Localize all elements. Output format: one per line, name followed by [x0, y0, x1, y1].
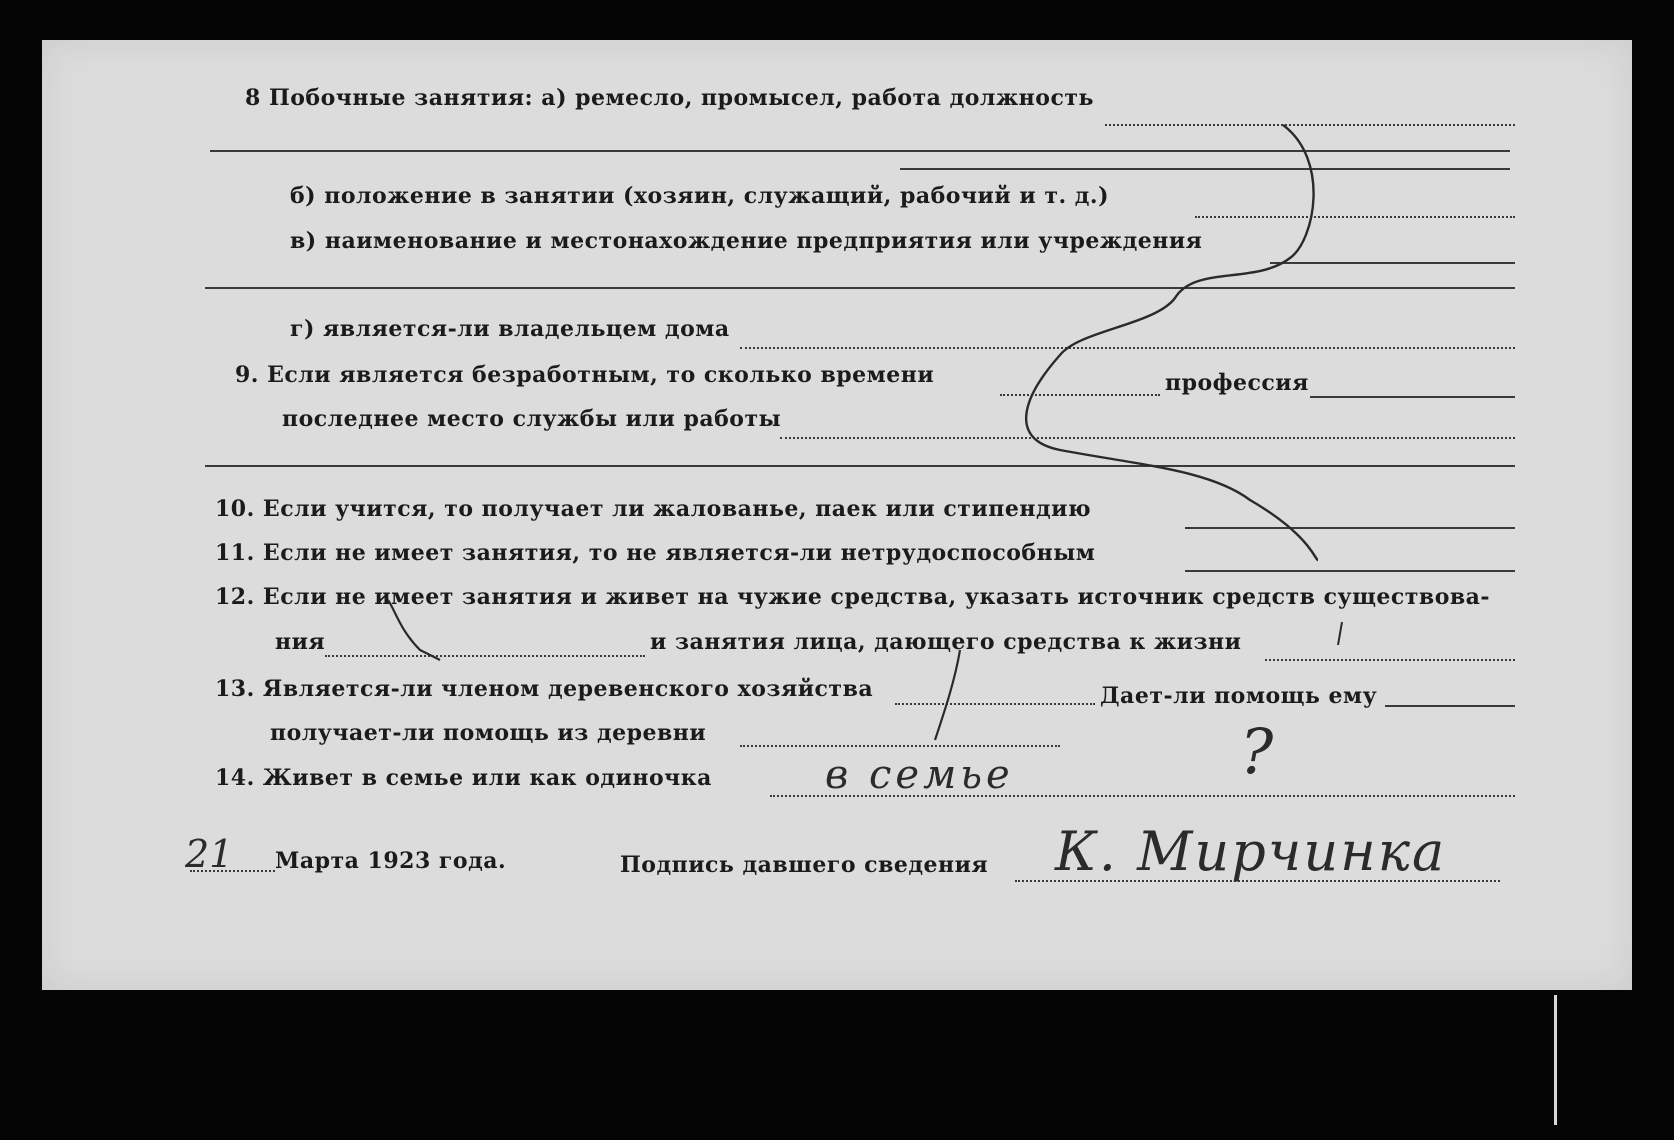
q9-line2-label: последнее место службы или работы — [282, 406, 782, 432]
q12-line1-label: 12. Если не имеет занятия и живет на чужие средства, указать источник средств существова- — [215, 584, 1491, 610]
q11-label: 11. Если не имеет занятия, то не является-ли нетрудоспособным — [215, 540, 1096, 566]
date-month-year: Марта 1923 года. — [275, 848, 507, 874]
q12-check-stroke — [388, 600, 440, 660]
handwritten-question-mark: ? — [1240, 715, 1274, 788]
q8-b-label: б) положение в занятии (хозяин, служащий, рабочий и т. д.) — [290, 183, 1110, 209]
q8-v-label: в) наименование и местонахождение предприятия или учреждения — [290, 228, 1203, 254]
q13-slash-stroke — [935, 650, 960, 740]
q14-label: 14. Живет в семье или как одиночка — [215, 765, 712, 791]
q8-g-label: г) является-ли владельцем дома — [290, 316, 730, 342]
q12-line2b-label: и занятия лица, дающего средства к жизни — [650, 629, 1242, 655]
handwritten-day: 21 — [185, 832, 234, 876]
q12-tick-stroke — [1338, 622, 1342, 645]
large-bracket-stroke — [1026, 125, 1318, 560]
q13-line1a-label: 13. Является-ли членом деревенского хозяйства — [215, 676, 874, 702]
q10-label: 10. Если учится, то получает ли жалованье, паек или стипендию — [215, 496, 1091, 522]
signature-label: Подпись давшего сведения — [620, 852, 989, 878]
q9-profession-label: профессия — [1165, 370, 1309, 396]
q13-line2-label: получает-ли помощь из деревни — [270, 720, 707, 746]
q13-line1b-label: Дает-ли помощь ему — [1100, 683, 1378, 709]
q12-line2a-label: ния — [275, 629, 326, 655]
handwritten-signature: К. Мирчинка — [1055, 820, 1447, 883]
q9-line1-label: 9. Если является безработным, то сколько времени — [235, 362, 935, 388]
q14-handwritten-answer: в семье — [825, 752, 1014, 798]
q8-a-label: 8 Побочные занятия: а) ремесло, промысел, работа должность — [245, 85, 1094, 111]
